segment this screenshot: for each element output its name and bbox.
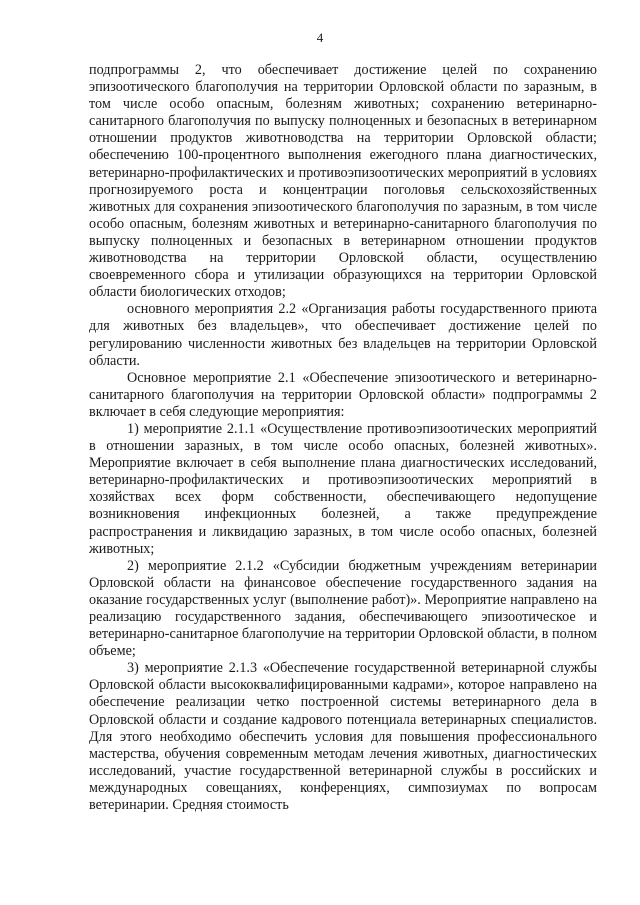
paragraph-main-event-2-1: Основное мероприятие 2.1 «Обеспечение эпизоотического и ветеринарно-санитарного благополучия на территории Орловской области» подпрограммы 2 включает в себя следующие мероприятия:: [89, 369, 597, 420]
paragraph-main-event-2-2: основного мероприятия 2.2 «Организация работы государственного приюта для животных без владельцев», что обеспечивает достижение целей по регулированию численности животных без владельцев на территории Орловской области.: [89, 301, 597, 369]
page-number: 4: [316, 30, 324, 45]
paragraph-event-2-1-1: 1) мероприятие 2.1.1 «Осуществление противоэпизоотических мероприятий в отношении заразных, в том числе особо опасных, болезней животных». Мероприятие включает в себя выполнение плана диагностических исследований, ветеринарно-профилактических и противоэпизоотических мероприятий в хозяйствах всех форм собственности, обеспечивающего недопущение возникновения инфекционных болезней, а также предупреждение распространения и ликвидацию заразных, в том числе особо опасных, болезней животных;: [89, 420, 597, 557]
paragraph-continuation: подпрограммы 2, что обеспечивает достижение целей по сохранению эпизоотического благополучия на территории Орловской области по заразным, в том числе особо опасным, болезням животных; сохранению ветеринарно-санитарного благополучия по выпуску полноценных и безопасных в ветеринарном отношении продуктов животноводства на территории Орловской области; обеспечению 100-процентного выполнения ежегодного плана диагностических, ветеринарно-профилактических и противоэпизоотических мероприятий в условиях прогнозируемого роста и концентрации поголовья сельскохозяйственных животных для сохранения эпизоотического благополучия по заразным, в том числе особо опасным, болезням животных и ветеринарно-санитарного благополучия по выпуску полноценных и безопасных в ветеринарном отношении продуктов животноводства на территории Орловской области, осуществлению своевременного сбора и утилизации образующихся на территории Орловской области биологических отходов;: [89, 62, 597, 301]
paragraph-event-2-1-3: 3) мероприятие 2.1.3 «Обеспечение государственной ветеринарной службы Орловской области высококвалифицированными кадрами», которое направлено на обеспечение реализации четко построенной системы ветеринарного дела в Орловской области и создание кадрового потенциала ветеринарных специалистов. Для этого необходимо обеспечить условия для повышения профессионального мастерства, обучения современным методам лечения животных, диагностических исследований, участие государственной ветеринарной службы в российских и международных совещаниях, конференциях, симпозиумах по вопросам ветеринарии. Средняя стоимость: [89, 660, 597, 814]
paragraph-event-2-1-2: 2) мероприятие 2.1.2 «Субсидии бюджетным учреждениям ветеринарии Орловской области на финансовое обеспечение государственного задания на оказание государственных услуг (выполнение работ)». Мероприятие направлено на реализацию государственного задания, обеспечивающего эпизоотическое и ветеринарно-санитарное благополучие на территории Орловской области, в полном объеме;: [89, 557, 597, 660]
document-body: [89, 62, 597, 814]
